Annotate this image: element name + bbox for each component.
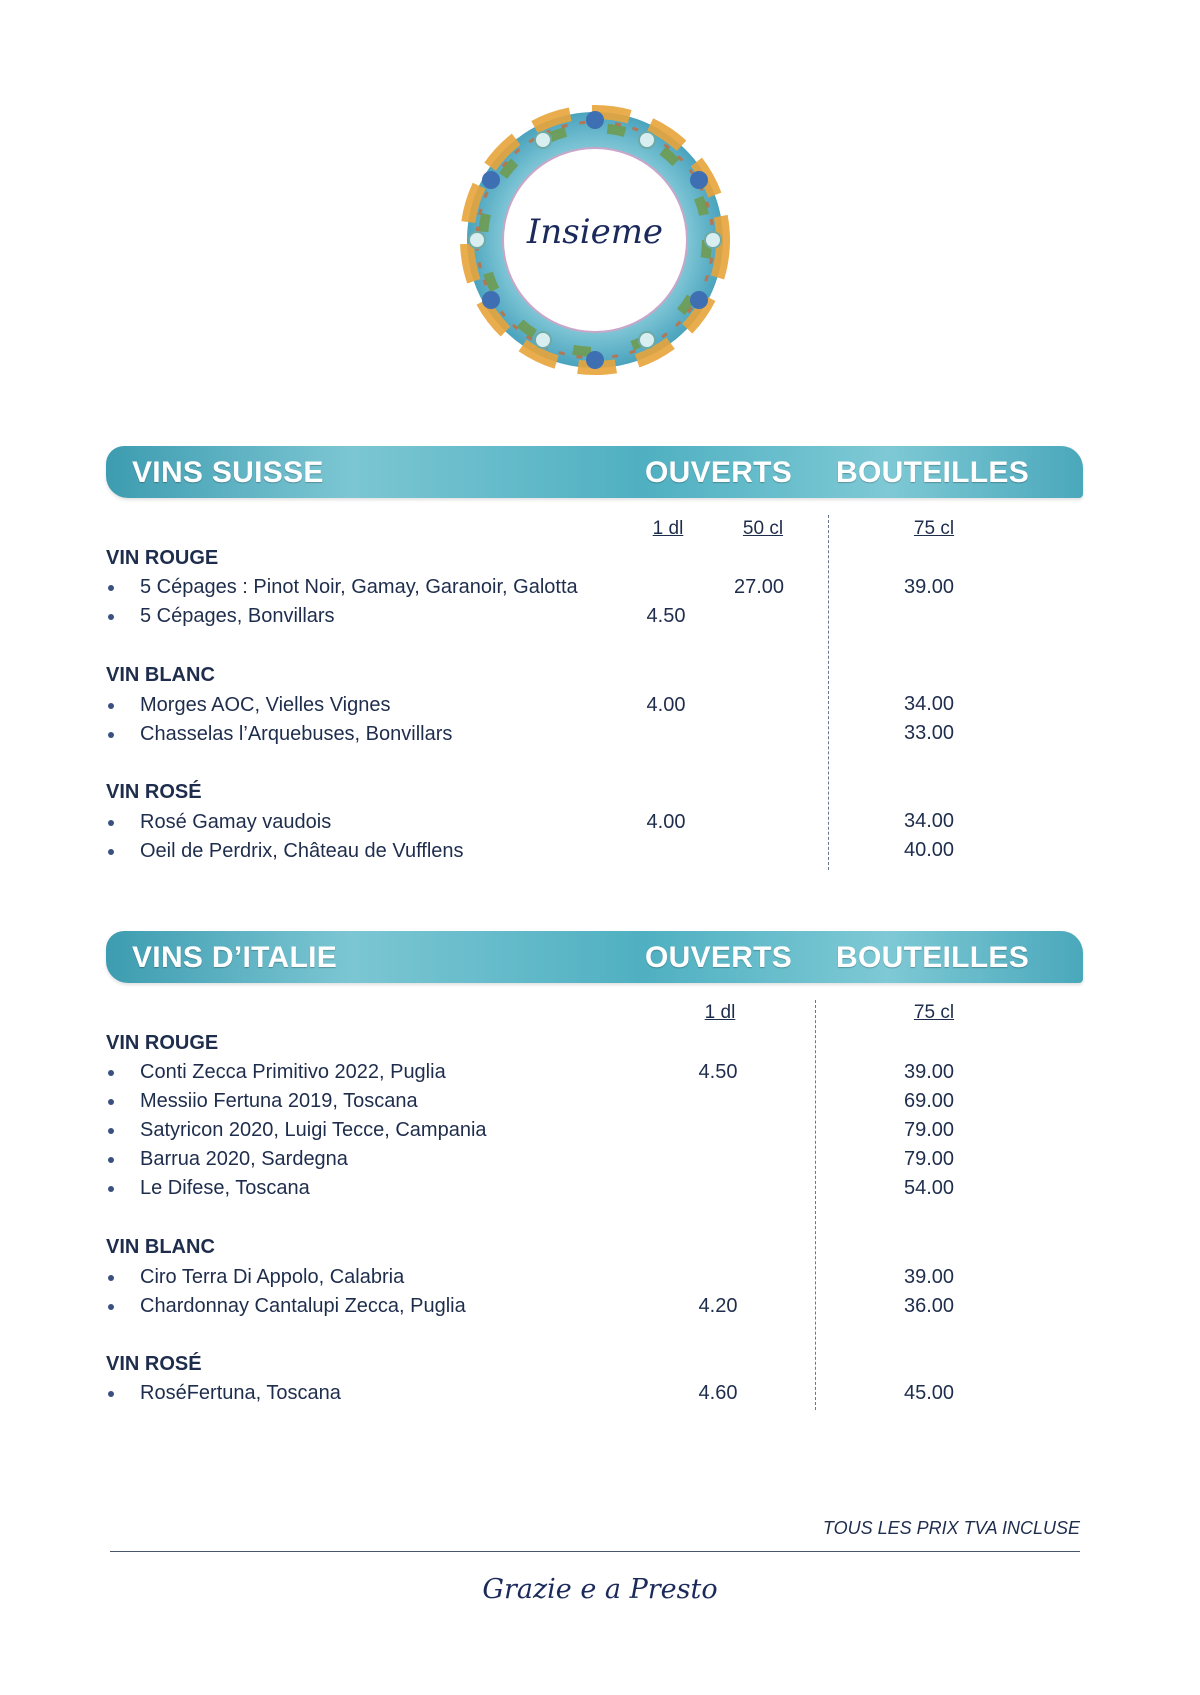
section-title: VINS SUISSE — [132, 456, 324, 489]
wine-name: Chasselas l’Arquebuses, Bonvillars — [140, 723, 453, 745]
subhead-1dl: 1 dl — [704, 1002, 736, 1023]
price-bottle: 34.00 — [903, 693, 955, 715]
bullet-icon — [108, 1275, 114, 1281]
menu-item — [106, 1090, 1006, 1116]
menu-item — [106, 1382, 1006, 1408]
wine-name: Le Difese, Toscana — [140, 1177, 310, 1199]
category-vin-rouge: VIN ROUGE — [106, 1032, 219, 1054]
menu-item — [106, 1061, 1006, 1087]
wine-name: RoséFertuna, Toscana — [140, 1382, 341, 1404]
price-bottle: 39.00 — [903, 1266, 955, 1288]
bullet-icon — [108, 1128, 114, 1134]
price-1dl: 4.50 — [646, 605, 686, 627]
bullet-icon — [108, 1070, 114, 1076]
price-bottle: 54.00 — [903, 1177, 955, 1199]
subhead-50cl: 50 cl — [742, 518, 784, 539]
wine-name: Morges AOC, Vielles Vignes — [140, 694, 391, 716]
menu-item — [106, 1177, 1006, 1203]
menu-item — [106, 723, 1006, 749]
section-header-vins-italie — [106, 931, 1083, 983]
menu-item — [106, 1148, 1006, 1174]
bullet-icon — [108, 1186, 114, 1192]
price-bottle: 79.00 — [903, 1148, 955, 1170]
price-bottle: 69.00 — [903, 1090, 955, 1112]
wine-name: Ciro Terra Di Appolo, Calabria — [140, 1266, 405, 1288]
price-bottle: 36.00 — [903, 1295, 955, 1317]
wine-name: Rosé Gamay vaudois — [140, 811, 332, 833]
menu-item — [106, 1295, 1006, 1321]
price-bottle: 79.00 — [903, 1119, 955, 1141]
bullet-icon — [108, 732, 114, 738]
bullet-icon — [108, 820, 114, 826]
farewell-text: Grazie e a Presto — [482, 1574, 718, 1605]
category-vin-rouge: VIN ROUGE — [106, 547, 219, 569]
price-bottle: 39.00 — [903, 576, 955, 598]
price-bottle: 40.00 — [903, 839, 955, 861]
menu-item — [106, 605, 1006, 631]
bullet-icon — [108, 585, 114, 591]
logo-script-text: Insieme — [526, 212, 664, 252]
price-bottle: 34.00 — [903, 810, 955, 832]
section-title: VINS D’ITALIE — [132, 941, 338, 974]
menu-item — [106, 576, 1006, 602]
price-50cl: 27.00 — [733, 576, 785, 598]
wine-name: Satyricon 2020, Luigi Tecce, Campania — [140, 1119, 487, 1141]
bullet-icon — [108, 849, 114, 855]
restaurant-logo — [455, 100, 735, 380]
menu-item — [106, 840, 1006, 866]
wine-name: 5 Cépages : Pinot Noir, Gamay, Garanoir, Galotta — [140, 576, 578, 598]
subhead-75cl: 75 cl — [913, 1002, 955, 1023]
column-title-bottles: BOUTEILLES — [836, 941, 1030, 974]
wine-name: Barrua 2020, Sardegna — [140, 1148, 348, 1170]
vat-note: TOUS LES PRIX TVA INCLUSE — [822, 1518, 1080, 1538]
category-vin-rose: VIN ROSÉ — [106, 781, 202, 803]
bullet-icon — [108, 1391, 114, 1397]
subhead-75cl: 75 cl — [913, 518, 955, 539]
price-bottle: 33.00 — [903, 722, 955, 744]
menu-item — [106, 1266, 1006, 1292]
wine-name: Chardonnay Cantalupi Zecca, Puglia — [140, 1295, 466, 1317]
category-vin-rose: VIN ROSÉ — [106, 1353, 202, 1375]
footer-divider — [110, 1551, 1080, 1552]
price-bottle: 39.00 — [903, 1061, 955, 1083]
price-1dl: 4.00 — [646, 811, 686, 833]
column-title-bottles: BOUTEILLES — [836, 456, 1030, 489]
bullet-icon — [108, 1099, 114, 1105]
wine-name: Oeil de Perdrix, Château de Vufflens — [140, 840, 464, 862]
bullet-icon — [108, 1157, 114, 1163]
bullet-icon — [108, 703, 114, 709]
bullet-icon — [108, 1304, 114, 1310]
price-1dl: 4.20 — [698, 1295, 738, 1317]
subhead-1dl: 1 dl — [652, 518, 684, 539]
menu-item — [106, 1119, 1006, 1145]
section-header-vins-suisse — [106, 446, 1083, 498]
category-vin-blanc: VIN BLANC — [106, 1236, 215, 1258]
menu-item — [106, 694, 1006, 720]
column-title-open: OUVERTS — [645, 456, 793, 489]
column-title-open: OUVERTS — [645, 941, 793, 974]
wine-name: Conti Zecca Primitivo 2022, Puglia — [140, 1061, 446, 1083]
category-vin-blanc: VIN BLANC — [106, 664, 215, 686]
menu-item — [106, 811, 1006, 837]
price-bottle: 45.00 — [903, 1382, 955, 1404]
wine-name: Messiio Fertuna 2019, Toscana — [140, 1090, 418, 1112]
wine-name: 5 Cépages, Bonvillars — [140, 605, 335, 627]
price-1dl: 4.50 — [698, 1061, 738, 1083]
price-1dl: 4.60 — [698, 1382, 738, 1404]
price-1dl: 4.00 — [646, 694, 686, 716]
bullet-icon — [108, 614, 114, 620]
